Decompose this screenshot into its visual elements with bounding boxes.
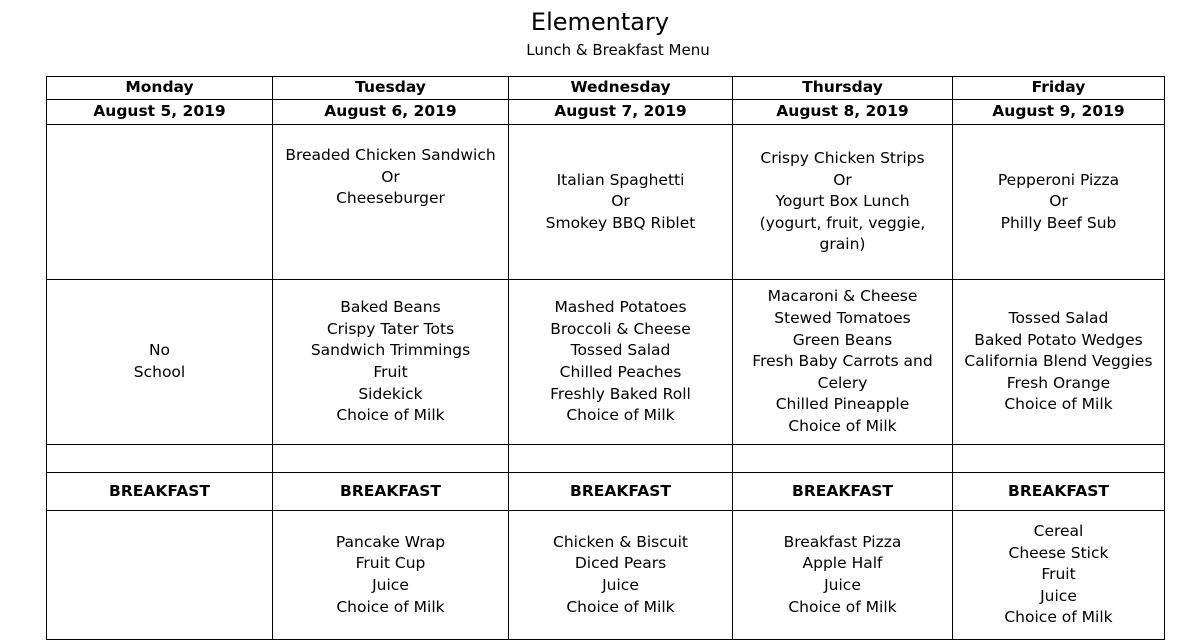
- menu-item: Sidekick: [358, 384, 423, 403]
- breakfast-header-row: [47, 473, 1165, 511]
- menu-item: Choice of Milk: [1004, 608, 1113, 627]
- menu-item: Juice: [824, 576, 861, 594]
- date-monday: August 5, 2019: [47, 100, 273, 125]
- menu-item: Tossed Salad: [1008, 309, 1109, 328]
- spacer-row: [47, 445, 1165, 473]
- menu-item: grain): [819, 235, 866, 254]
- menu-item: Cheese Stick: [1008, 543, 1109, 562]
- menu-item: Freshly Baked Roll: [550, 384, 691, 403]
- menu-item: Or: [833, 170, 852, 189]
- menu-item: Celery: [817, 373, 868, 392]
- spacer-cell: [733, 445, 953, 473]
- sides-cell: [273, 280, 509, 445]
- menu-item: Choice of Milk: [788, 597, 897, 616]
- menu-item: Macaroni & Cheese: [767, 287, 918, 306]
- menu-item: Italian Spaghetti: [556, 170, 685, 189]
- sides-cell: [953, 280, 1165, 445]
- menu-item: Breakfast Pizza: [783, 532, 902, 551]
- menu-item: Juice: [372, 576, 409, 594]
- entree-cell: [47, 125, 273, 280]
- menu-item: Baked Potato Wedges: [974, 330, 1143, 349]
- breakfast-label-tuesday: BREAKFAST: [273, 473, 509, 511]
- menu-item: Tossed Salad: [570, 341, 671, 360]
- entree-row: [47, 125, 1165, 280]
- menu-item: Apple Half: [802, 554, 883, 573]
- breakfast-row: [47, 511, 1165, 640]
- menu-item: School: [133, 363, 186, 381]
- date-wednesday: August 7, 2019: [509, 100, 733, 125]
- spacer-cell: [273, 445, 509, 473]
- sides-cell: [733, 280, 953, 445]
- menu-item: Yogurt Box Lunch: [775, 192, 910, 211]
- menu-item: Juice: [1040, 586, 1077, 605]
- menu-item: Philly Beef Sub: [1000, 213, 1117, 232]
- menu-item: Crispy Tater Tots: [326, 319, 455, 338]
- sides-row: [47, 280, 1165, 445]
- date-tuesday: August 6, 2019: [273, 100, 509, 125]
- menu-item: Pepperoni Pizza: [997, 170, 1120, 189]
- menu-item: Juice: [602, 576, 639, 594]
- day-name-wednesday: Wednesday: [509, 77, 733, 100]
- menu-item: Cheeseburger: [336, 189, 445, 208]
- menu-item: No: [148, 341, 171, 360]
- menu-item: Or: [611, 192, 630, 211]
- sides-cell: [47, 280, 273, 445]
- breakfast-cell: [733, 511, 953, 640]
- menu-item: (yogurt, fruit, veggie,: [759, 213, 926, 232]
- day-name-row: [47, 77, 1165, 100]
- spacer-cell: [953, 445, 1165, 473]
- menu-item: Fruit Cup: [355, 554, 426, 573]
- menu-item: Crispy Chicken Strips: [760, 149, 925, 168]
- date-thursday: August 8, 2019: [733, 100, 953, 125]
- menu-item: California Blend Veggies: [964, 352, 1153, 371]
- menu-item: Baked Beans: [340, 298, 441, 317]
- date-row: [47, 100, 1165, 125]
- date-friday: August 9, 2019: [953, 100, 1165, 125]
- menu-item: Choice of Milk: [336, 406, 445, 425]
- menu-item: Fruit: [373, 363, 408, 381]
- menu-item: Pancake Wrap: [335, 532, 446, 551]
- menu-item: Mashed Potatoes: [554, 298, 687, 317]
- menu-item: Green Beans: [792, 330, 893, 349]
- menu-item: Sandwich Trimmings: [310, 341, 471, 360]
- menu-item: Broccoli & Cheese: [550, 319, 691, 338]
- menu-item: Choice of Milk: [566, 597, 675, 616]
- day-name-friday: Friday: [953, 77, 1165, 100]
- entree-cell: [273, 125, 509, 280]
- spacer-cell: [509, 445, 733, 473]
- sides-cell: [509, 280, 733, 445]
- menu-item: Stewed Tomatoes: [774, 309, 911, 328]
- menu-item: Breaded Chicken Sandwich: [285, 146, 496, 164]
- breakfast-cell: [273, 511, 509, 640]
- entree-cell: [733, 125, 953, 280]
- day-name-tuesday: Tuesday: [273, 77, 509, 100]
- menu-item: Chilled Pineapple: [775, 395, 910, 414]
- entree-cell: [953, 125, 1165, 280]
- menu-item: Fresh Baby Carrots and: [752, 352, 933, 371]
- breakfast-cell: [953, 511, 1165, 640]
- menu-item: Chicken & Biscuit: [553, 532, 688, 551]
- entree-cell: [509, 125, 733, 280]
- breakfast-label-wednesday: BREAKFAST: [509, 473, 733, 511]
- menu-item: Choice of Milk: [788, 416, 897, 435]
- menu-item: Or: [381, 167, 400, 186]
- menu-item: Diced Pears: [574, 554, 667, 573]
- breakfast-cell: [47, 511, 273, 640]
- breakfast-cell: [509, 511, 733, 640]
- menu-item: Smokey BBQ Riblet: [545, 213, 696, 232]
- menu-item: Or: [1049, 192, 1068, 211]
- breakfast-label-monday: BREAKFAST: [47, 473, 273, 511]
- menu-item: Choice of Milk: [566, 406, 675, 425]
- menu-item: Fruit: [1041, 565, 1076, 584]
- menu-item: Fresh Orange: [1006, 373, 1111, 392]
- day-name-thursday: Thursday: [733, 77, 953, 100]
- menu-item: Choice of Milk: [336, 597, 445, 616]
- menu-item: Cereal: [1033, 522, 1084, 541]
- spacer-cell: [47, 445, 273, 473]
- page-title: Elementary: [530, 8, 670, 36]
- page-subtitle: Lunch & Breakfast Menu: [526, 41, 710, 59]
- menu-item: Chilled Peaches: [559, 363, 682, 381]
- breakfast-label-thursday: BREAKFAST: [733, 473, 953, 511]
- day-name-monday: Monday: [47, 77, 273, 100]
- menu-item: Choice of Milk: [1004, 395, 1113, 414]
- menu-table: [46, 76, 1165, 640]
- breakfast-label-friday: BREAKFAST: [953, 473, 1165, 511]
